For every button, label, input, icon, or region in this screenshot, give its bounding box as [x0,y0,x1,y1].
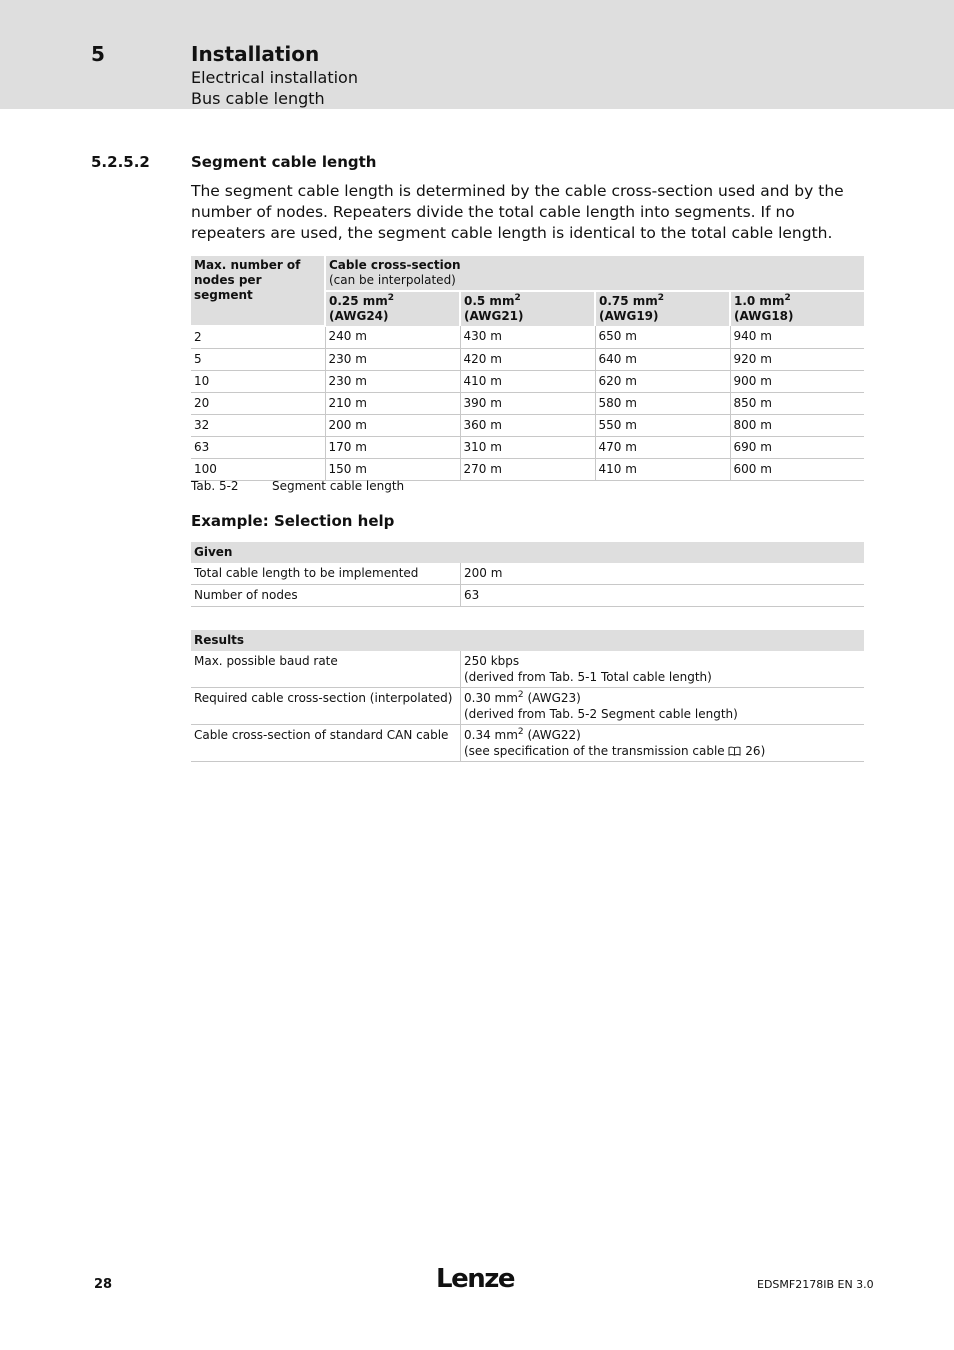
table-cell: 600 m [730,459,864,481]
example-title: Example: Selection help [191,512,395,530]
col-awg: (AWG21) [464,309,524,323]
table-cell: 640 m [595,349,730,371]
result-label: Required cable cross-section (interpolated) [191,688,461,725]
table-row [191,437,864,459]
table-row [191,688,864,725]
header-cable-cross-section [325,256,864,291]
result-line1-post: (AWG23) [523,691,581,705]
header-max-nodes [191,256,325,326]
chapter-number: 5 [91,42,105,66]
header-interpolated-note: (can be interpolated) [329,273,456,287]
results-table [191,630,864,762]
table-cell: 850 m [730,393,864,415]
book-icon[interactable] [728,743,741,759]
table-cell: 920 m [730,349,864,371]
table-cell: 230 m [325,371,460,393]
table-cell: 230 m [325,349,460,371]
col-size: 0.25 mm [329,294,388,308]
table-cell: 410 m [595,459,730,481]
table-row [191,563,864,585]
result-value [461,725,865,762]
result-line1-sup: 2 [517,690,524,700]
col-awg: (AWG19) [599,309,659,323]
table-cell: 32 [191,415,325,437]
col-awg: (AWG18) [734,309,794,323]
table-cell: 940 m [730,326,864,349]
col-sup: 2 [387,293,395,303]
given-header: Given [191,542,864,563]
table-cell: 550 m [595,415,730,437]
table-cell: 5 [191,349,325,371]
table-cell: 580 m [595,393,730,415]
table-row [191,415,864,437]
result-line2-pre: (see specification of the transmission cable [464,744,725,758]
table-cell: 420 m [460,349,595,371]
col-size: 1.0 mm [734,294,785,308]
result-line2: (derived from Tab. 5-2 Segment cable length) [464,707,738,721]
section-intro: The segment cable length is determined by the cable cross-section used and by the number of nodes. Repeaters divide the total cable length into segments. If no repeaters are used, the segment cable length is identical to the total cable length. [191,182,844,242]
table-row [191,651,864,688]
table-cell: 470 m [595,437,730,459]
table-row [191,585,864,607]
col-awg: (AWG24) [329,309,389,323]
header-col-075 [595,291,730,326]
result-value [461,651,865,688]
table-caption-number: Tab. 5-2 [191,479,239,493]
given-table [191,542,864,607]
given-label: Number of nodes [191,585,461,607]
table-cell: 650 m [595,326,730,349]
table-row [191,725,864,762]
col-size: 0.5 mm [464,294,515,308]
table-cell: 210 m [325,393,460,415]
table-cell: 10 [191,371,325,393]
header-max-nodes-line2: nodes per segment [194,273,262,302]
table-cell: 150 m [325,459,460,481]
table-cell: 20 [191,393,325,415]
result-line1-pre: 0.34 mm [464,728,518,742]
section-number: 5.2.5.2 [91,153,150,171]
result-line1-pre: 0.30 mm [464,691,518,705]
result-value [461,688,865,725]
segment-cable-length-table [191,256,864,481]
document-id: EDSMF2178IB EN 3.0 [757,1278,874,1291]
header-subtitle-bus-cable: Bus cable length [191,89,325,108]
table-caption-text: Segment cable length [272,479,405,493]
table-cell: 900 m [730,371,864,393]
table-cell: 200 m [325,415,460,437]
col-sup: 2 [657,293,665,303]
table-cell: 620 m [595,371,730,393]
table-cell: 270 m [460,459,595,481]
result-label: Max. possible baud rate [191,651,461,688]
table-cell: 430 m [460,326,595,349]
table-row [191,393,864,415]
table-cell: 390 m [460,393,595,415]
result-line2: (derived from Tab. 5-1 Total cable length) [464,670,712,684]
chapter-title: Installation [191,42,320,66]
table-cell: 100 [191,459,325,481]
table-cell: 410 m [460,371,595,393]
table-cell: 800 m [730,415,864,437]
header-col-10 [730,291,864,326]
table-row [191,459,864,481]
section-title: Segment cable length [191,153,377,171]
table-cell: 63 [191,437,325,459]
header-cross-section-label: Cable cross-section [329,258,461,272]
page-header [0,0,954,109]
header-col-05 [460,291,595,326]
table-row [191,326,864,349]
header-max-nodes-line1: Max. number of [194,258,301,272]
table-cell: 2 [191,326,325,349]
result-label: Cable cross-section of standard CAN cable [191,725,461,762]
result-line1: 250 kbps [464,654,520,668]
header-col-025 [325,291,460,326]
table-cell: 360 m [460,415,595,437]
table-row [191,349,864,371]
results-header: Results [191,630,864,651]
given-label: Total cable length to be implemented [191,563,461,585]
given-value: 63 [461,585,865,607]
table-cell: 170 m [325,437,460,459]
result-line1-sup: 2 [517,727,524,737]
table-cell: 240 m [325,326,460,349]
result-page-ref[interactable]: 26) [741,744,766,758]
page-number: 28 [94,1277,113,1292]
col-size: 0.75 mm [599,294,658,308]
given-value: 200 m [461,563,865,585]
col-sup: 2 [784,293,791,303]
result-line1-post: (AWG22) [523,728,581,742]
table-cell: 690 m [730,437,864,459]
lenze-logo: Lenze [436,1264,514,1294]
col-sup: 2 [514,293,521,303]
table-cell: 310 m [460,437,595,459]
table-row [191,371,864,393]
header-subtitle-electrical: Electrical installation [191,68,358,87]
